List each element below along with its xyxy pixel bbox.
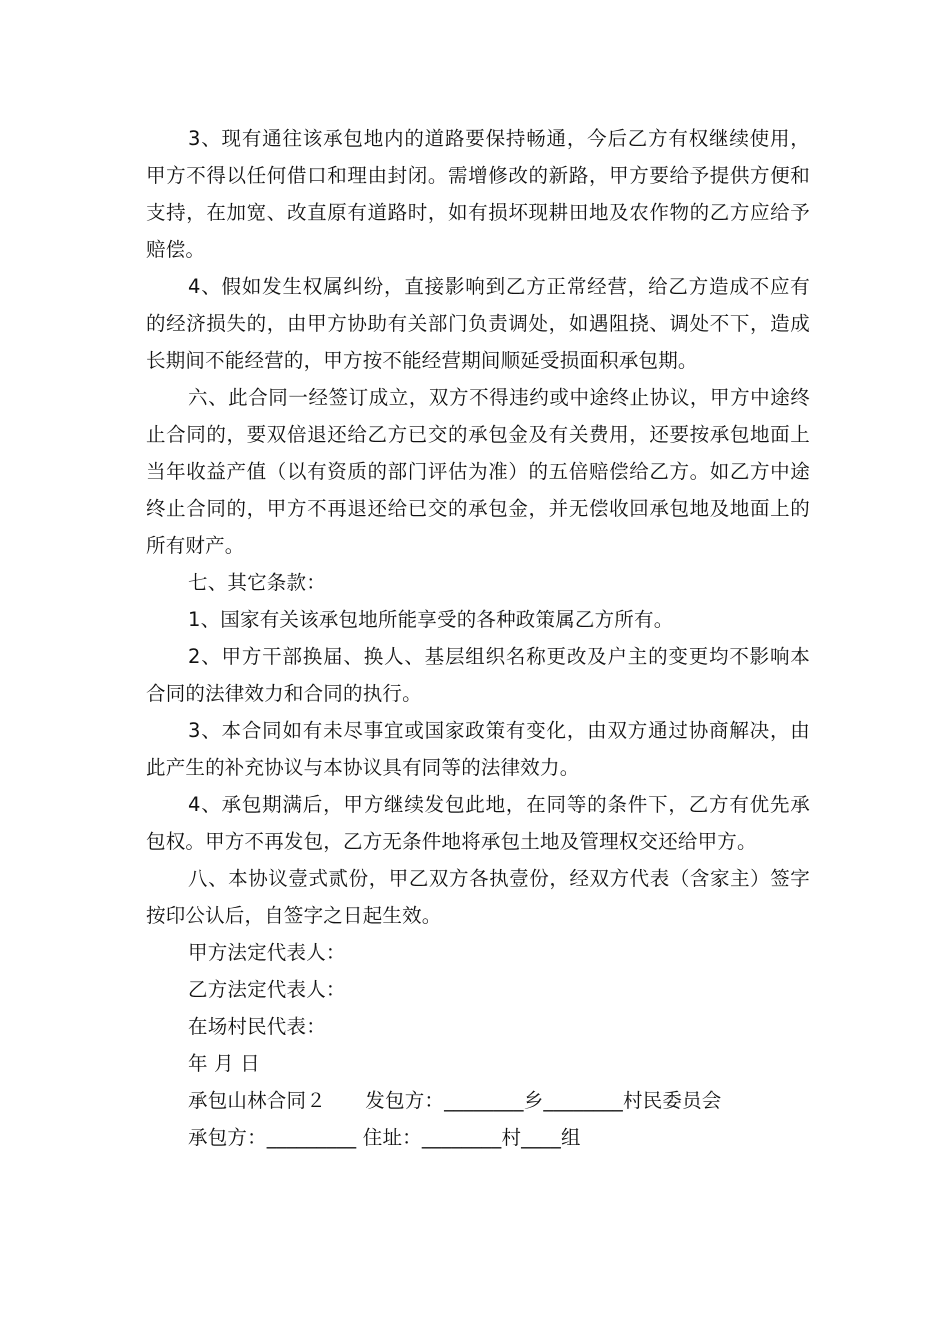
clause-renewal-priority: 4、承包期满后，甲方继续发包此地，在同等的条件下，乙方有优先承包权。甲方不再发包，乙方无条件地将承包土地及管理权交还给甲方。 <box>146 793 810 853</box>
section-other-terms: 七、其它条款： <box>188 571 326 594</box>
clause-termination: 六、此合同一经签订成立，双方不得违约或中途终止协议，甲方中途终止合同的，要双倍退还给乙方已交的承包金及有关费用，还要按承包地面上当年收益产值（以有资质的部门评估为准）的五倍赔偿给乙方。如乙方中途终止合同的，甲方不再退还给已交的承包金，并无偿收回承包地及地面上的所有财产。 <box>146 386 810 557</box>
signature-villager-rep: 在场村民代表： <box>188 1015 326 1038</box>
contract-2-header: 承包山林合同２ 发包方：________乡________村民委员会 <box>188 1089 722 1112</box>
clause-policy-benefits: 1、国家有关该承包地所能享受的各种政策属乙方所有。 <box>188 608 674 631</box>
clause-ownership-dispute: 4、假如发生权属纠纷，直接影响到乙方正常经营，给乙方造成不应有的经济损失的，由甲方协助有关部门负责调处，如遇阻挠、调处不下，造成长期间不能经营的，甲方按不能经营期间顺延受损面积承包期。 <box>146 275 810 372</box>
signature-date: 年 月 日 <box>188 1052 260 1075</box>
clause-copies-effectiveness: 八、本协议壹式贰份，甲乙双方各执壹份，经双方代表（含家主）签字按印公认后，自签字之日起生效。 <box>146 867 810 927</box>
clause-supplementary: 3、本合同如有未尽事宜或国家政策有变化，由双方通过协商解决，由此产生的补充协议与本协议具有同等的法律效力。 <box>146 719 810 779</box>
signature-party-b: 乙方法定代表人： <box>188 978 346 1001</box>
clause-personnel-change: 2、甲方干部换届、换人、基层组织名称更改及户主的变更均不影响本合同的法律效力和合同的执行。 <box>146 645 810 705</box>
contract-2-contractor: 承包方：_________ 住址：________村____组 <box>188 1126 581 1149</box>
clause-road-access: 3、现有通往该承包地内的道路要保持畅通，今后乙方有权继续使用，甲方不得以任何借口和理由封闭。需增修改的新路，甲方要给予提供方便和支持，在加宽、改直原有道路时，如有损坏现耕田地及农作物的乙方应给予赔偿。 <box>146 127 810 261</box>
signature-party-a: 甲方法定代表人： <box>188 941 346 964</box>
document-body <box>146 120 810 1156</box>
